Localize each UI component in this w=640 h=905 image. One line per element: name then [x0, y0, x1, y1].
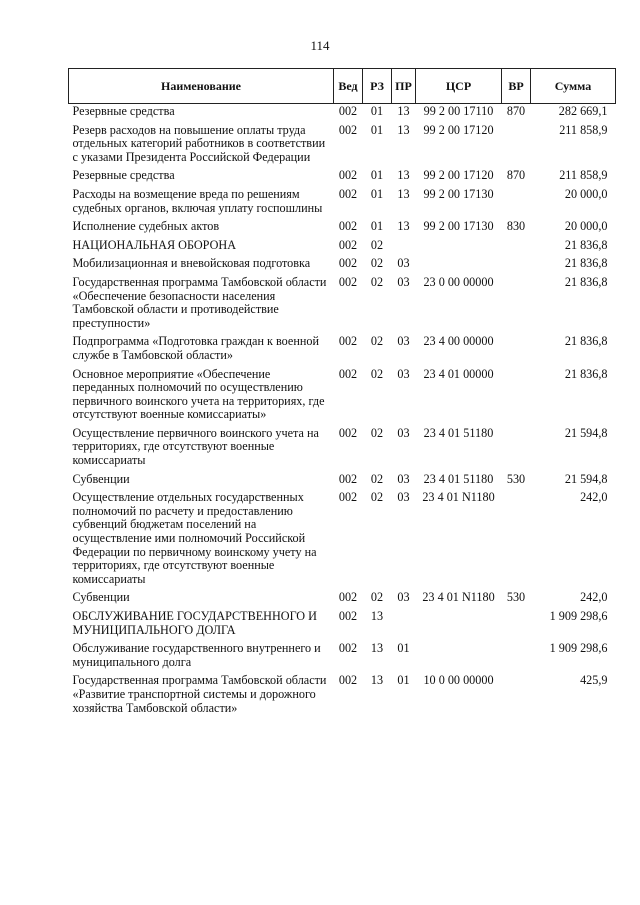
cell-rz: 02 — [370, 471, 384, 486]
cell-rz: 02 — [370, 274, 384, 289]
cell-csr: 23 4 01 51180 — [423, 425, 494, 440]
cell-sum: 242,0 — [580, 490, 608, 505]
cell-rz: 02 — [370, 366, 384, 381]
cell-vr — [502, 673, 531, 719]
table-row — [69, 256, 616, 275]
cell-name: Резерв расходов на повышение оплаты труда отдельных категорий работников в соответствии с указами Президента Российской Федерации — [72, 122, 326, 164]
cell-pr: 03 — [397, 274, 410, 289]
cell-name: Резервные средства — [72, 104, 175, 118]
cell-name: НАЦИОНАЛЬНАЯ ОБОРОНА — [72, 237, 237, 252]
header-name: Наименование — [69, 69, 334, 104]
cell-csr: 23 4 00 00000 — [423, 334, 494, 349]
cell-vr: 830 — [506, 219, 526, 234]
cell-pr: 03 — [397, 256, 410, 271]
cell-rz: 02 — [370, 256, 384, 271]
table-row — [69, 673, 616, 719]
table-row — [69, 219, 616, 238]
cell-csr: 10 0 00 00000 — [423, 673, 494, 688]
cell-ved: 002 — [338, 256, 358, 271]
cell-pr: 13 — [397, 104, 410, 118]
cell-pr: 13 — [397, 122, 410, 137]
cell-vr — [502, 334, 531, 366]
cell-sum: 21 836,8 — [564, 274, 608, 289]
table-row — [69, 187, 616, 219]
cell-vr — [502, 238, 531, 257]
cell-sum: 242,0 — [580, 590, 608, 605]
table-row — [69, 238, 616, 257]
table-body — [69, 104, 616, 720]
cell-pr: 03 — [397, 425, 410, 440]
cell-ved: 002 — [338, 471, 358, 486]
header-rz: РЗ — [363, 69, 392, 104]
cell-sum: 21 594,8 — [564, 425, 608, 440]
cell-vr — [502, 256, 531, 275]
table-header — [69, 69, 616, 104]
cell-sum: 211 858,9 — [559, 122, 608, 137]
cell-rz: 13 — [370, 641, 384, 656]
cell-rz: 01 — [370, 104, 384, 118]
header-sum: Сумма — [531, 69, 616, 104]
cell-sum: 20 000,0 — [564, 186, 608, 201]
cell-vr: 870 — [506, 104, 526, 118]
cell-rz: 13 — [370, 609, 384, 623]
cell-ved: 002 — [338, 641, 358, 656]
cell-csr — [416, 238, 502, 257]
cell-rz: 01 — [370, 186, 384, 201]
table-row — [69, 590, 616, 609]
cell-csr — [416, 609, 502, 641]
cell-ved: 002 — [338, 366, 358, 381]
cell-csr: 99 2 00 17120 — [423, 122, 494, 137]
cell-vr — [502, 426, 531, 472]
cell-name: Осуществление первичного воинского учета на территориях, где отсутствуют военные комиссариаты — [72, 425, 319, 468]
cell-vr: 530 — [506, 471, 526, 486]
cell-pr: 13 — [397, 219, 410, 234]
cell-name: Субвенции — [72, 590, 130, 605]
cell-sum: 21 594,8 — [564, 471, 608, 486]
header-pr: ПР — [392, 69, 416, 104]
cell-csr: 99 2 00 17110 — [423, 104, 494, 118]
cell-name: Основное мероприятие «Обеспечение переданных полномочий по осуществлению первичного воинского учета на территориях, где отсутствуют военные комиссариаты» — [72, 366, 325, 422]
cell-vr: 870 — [506, 168, 526, 183]
header-vr: ВР — [502, 69, 531, 104]
cell-ved: 002 — [338, 237, 358, 252]
cell-ved: 002 — [338, 186, 358, 201]
cell-sum: 21 836,8 — [564, 366, 608, 381]
cell-csr — [416, 256, 502, 275]
cell-sum: 21 836,8 — [564, 237, 608, 252]
cell-pr: 03 — [397, 366, 410, 381]
table-row — [69, 490, 616, 590]
cell-vr — [502, 123, 531, 169]
cell-csr: 23 0 00 00000 — [423, 274, 494, 289]
cell-pr: 03 — [397, 471, 410, 486]
table-row — [69, 275, 616, 334]
cell-pr: 03 — [397, 334, 410, 349]
cell-name: ОБСЛУЖИВАНИЕ ГОСУДАРСТВЕННОГО И МУНИЦИПАЛЬНОГО ДОЛГА — [72, 609, 317, 637]
header-ved: Вед — [334, 69, 363, 104]
cell-ved: 002 — [338, 219, 358, 234]
cell-ved: 002 — [338, 168, 358, 183]
cell-vr — [502, 367, 531, 426]
cell-pr: 13 — [397, 168, 410, 183]
table-row — [69, 123, 616, 169]
cell-pr: 13 — [397, 186, 410, 201]
cell-rz: 02 — [370, 334, 384, 349]
cell-ved: 002 — [338, 673, 358, 688]
page-number: 114 — [310, 38, 330, 53]
cell-rz: 02 — [370, 490, 384, 505]
cell-ved: 002 — [338, 490, 358, 505]
cell-csr: 23 4 01 N1180 — [422, 590, 495, 605]
cell-csr: 99 2 00 17130 — [423, 219, 494, 234]
cell-name: Резервные средства — [72, 168, 175, 183]
cell-rz: 02 — [370, 237, 384, 252]
table-row — [69, 367, 616, 426]
cell-csr: 99 2 00 17130 — [423, 186, 494, 201]
cell-sum: 21 836,8 — [564, 256, 608, 271]
cell-ved: 002 — [338, 334, 358, 349]
cell-name: Подпрограмма «Подготовка граждан к военной службе в Тамбовской области» — [72, 334, 319, 362]
table-row — [69, 168, 616, 187]
cell-ved: 002 — [338, 590, 358, 605]
cell-ved: 002 — [338, 609, 358, 623]
cell-pr: 01 — [397, 641, 410, 656]
cell-name: Мобилизационная и вневойсковая подготовка — [72, 256, 311, 271]
cell-vr — [502, 609, 531, 641]
table-row — [69, 609, 616, 641]
cell-csr: 99 2 00 17120 — [423, 168, 494, 183]
table-row — [69, 426, 616, 472]
cell-csr: 23 4 01 N1180 — [422, 490, 495, 505]
cell-sum: 425,9 — [580, 673, 608, 688]
cell-sum: 1 909 298,6 — [549, 641, 608, 656]
cell-pr: 01 — [397, 673, 410, 688]
cell-vr — [502, 187, 531, 219]
cell-rz: 01 — [370, 168, 384, 183]
cell-sum: 20 000,0 — [564, 219, 608, 234]
cell-ved: 002 — [338, 274, 358, 289]
cell-name: Государственная программа Тамбовской области «Развитие транспортной системы и дорожного хозяйства Тамбовской области» — [72, 673, 327, 715]
table-row — [69, 472, 616, 491]
cell-rz: 01 — [370, 122, 384, 137]
cell-pr — [392, 238, 416, 257]
budget-table — [68, 68, 616, 719]
table-row — [69, 641, 616, 673]
cell-vr — [502, 275, 531, 334]
cell-rz: 02 — [370, 425, 384, 440]
table-row — [69, 104, 616, 123]
cell-rz: 02 — [370, 590, 384, 605]
cell-name: Осуществление отдельных государственных полномочий по расчету и предоставлению субвенций бюджетам поселений на осуществление ими полномочий Российской Федерации по первичному воинскому учету на территориях, где отсутствуют военные комиссариаты — [72, 490, 317, 586]
cell-sum: 211 858,9 — [559, 168, 608, 183]
cell-sum: 1 909 298,6 — [549, 609, 608, 623]
cell-name: Обслуживание государственного внутреннего и муниципального долга — [72, 641, 321, 669]
cell-pr — [392, 609, 416, 641]
cell-csr: 23 4 01 51180 — [423, 471, 494, 486]
cell-pr: 03 — [397, 490, 410, 505]
cell-name: Исполнение судебных актов — [72, 219, 220, 234]
header-csr: ЦСР — [416, 69, 502, 104]
cell-csr — [416, 641, 502, 673]
cell-name: Расходы на возмещение вреда по решениям судебных органов, включая уплату госпошлины — [72, 186, 323, 215]
cell-ved: 002 — [338, 122, 358, 137]
cell-vr: 530 — [506, 590, 526, 605]
cell-rz: 13 — [370, 673, 384, 688]
cell-vr — [502, 641, 531, 673]
table-row — [69, 334, 616, 366]
cell-rz: 01 — [370, 219, 384, 234]
cell-ved: 002 — [338, 425, 358, 440]
cell-ved: 002 — [338, 104, 358, 118]
cell-name: Государственная программа Тамбовской области «Обеспечение безопасности населения Тамбовской области и противодействие преступности» — [72, 274, 327, 330]
cell-name: Субвенции — [72, 471, 130, 486]
cell-vr — [502, 490, 531, 590]
cell-sum: 282 669,1 — [558, 104, 608, 118]
cell-csr: 23 4 01 00000 — [423, 366, 494, 381]
cell-sum: 21 836,8 — [564, 334, 608, 349]
cell-pr: 03 — [397, 590, 410, 605]
